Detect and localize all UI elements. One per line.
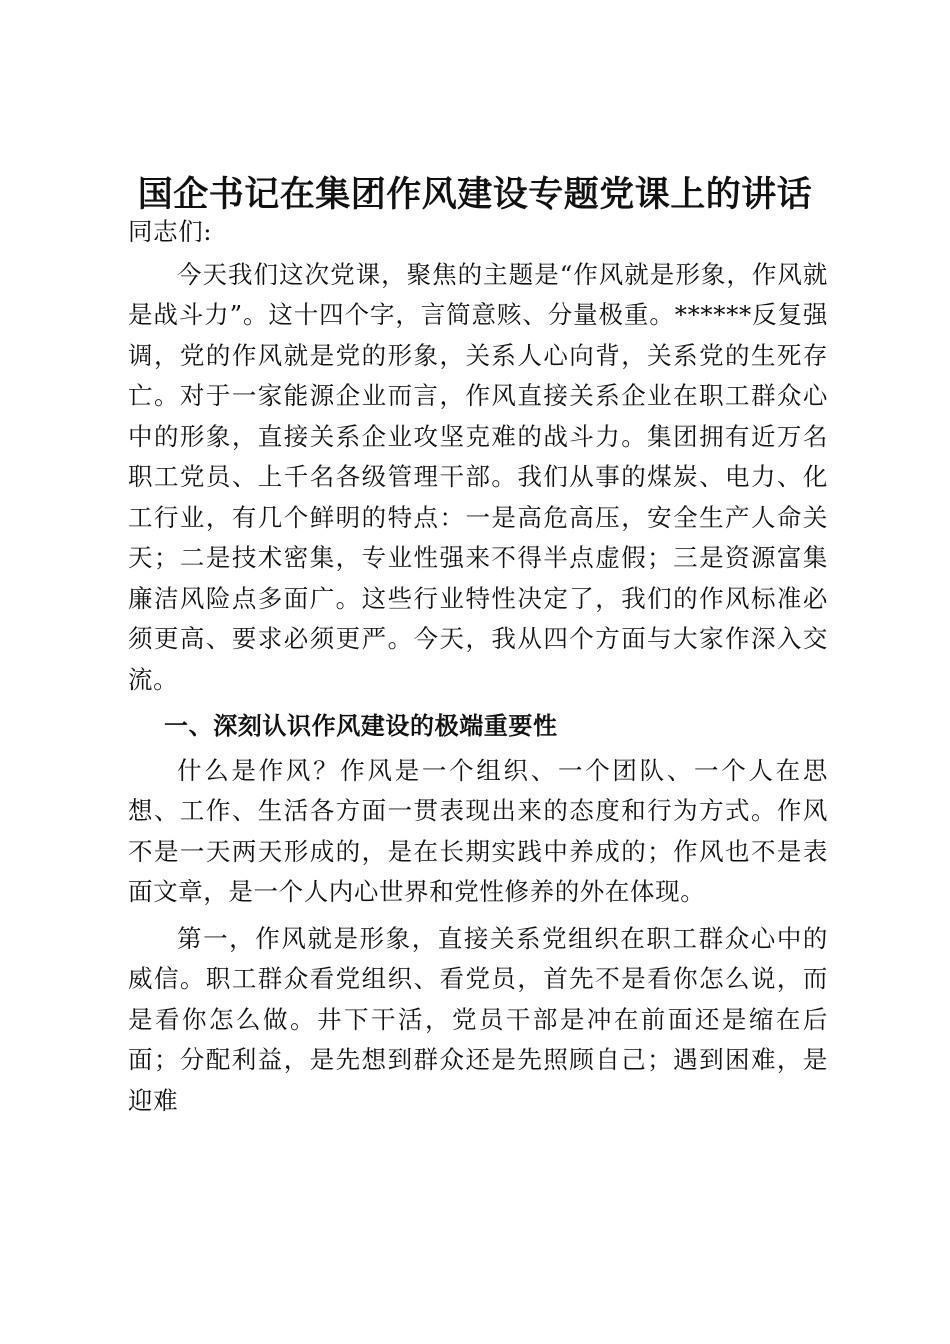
section-heading: 一、深刻认识作风建设的极端重要性 (164, 712, 558, 740)
salutation: 同志们: (128, 217, 213, 246)
section-paragraph: 什么是作风？作风是一个组织、一个团队、一个人在思想、工作、生活各方面一贯表现出来的态度和行为方式。作风不是一天两天形成的，是在长期实践中养成的；作风也不是表面文章，是一个人内心世界和党性修养的外在体现。 (128, 755, 828, 906)
intro-paragraph: 今天我们这次党课，聚焦的主题是“作风就是形象，作风就是战斗力”。这十四个字，言简意赅、分量极重。******反复强调，党的作风就是党的形象，关系人心向背，关系党的生死存亡。对于一家能源企业而言，作风直接关系企业在职工群众心中的形象，直接关系企业攻坚克难的战斗力。集团拥有近万名职工党员、上千名各级管理干部。我们从事的煤炭、电力、化工行业，有几个鲜明的特点：一是高危高压，安全生产人命关天；二是技术密集，专业性强来不得半点虚假；三是资源富集廉洁风险点多面广。这些行业特性决定了，我们的作风标准必须更高、要求必须更严。今天，我从四个方面与大家作深入交流。 (128, 259, 828, 694)
document-title: 国企书记在集团作风建设专题党课上的讲话 (137, 175, 813, 215)
document-body (128, 212, 828, 1121)
section-paragraph: 第一，作风就是形象，直接关系党组织在职工群众心中的威信。职工群众看党组织、看党员，首先不是看你怎么说，而是看你怎么做。井下干活，党员干部是冲在前面还是缩在后面；分配利益，是先想到群众还是先照顾自己；遇到困难，是迎难 (128, 923, 828, 1115)
